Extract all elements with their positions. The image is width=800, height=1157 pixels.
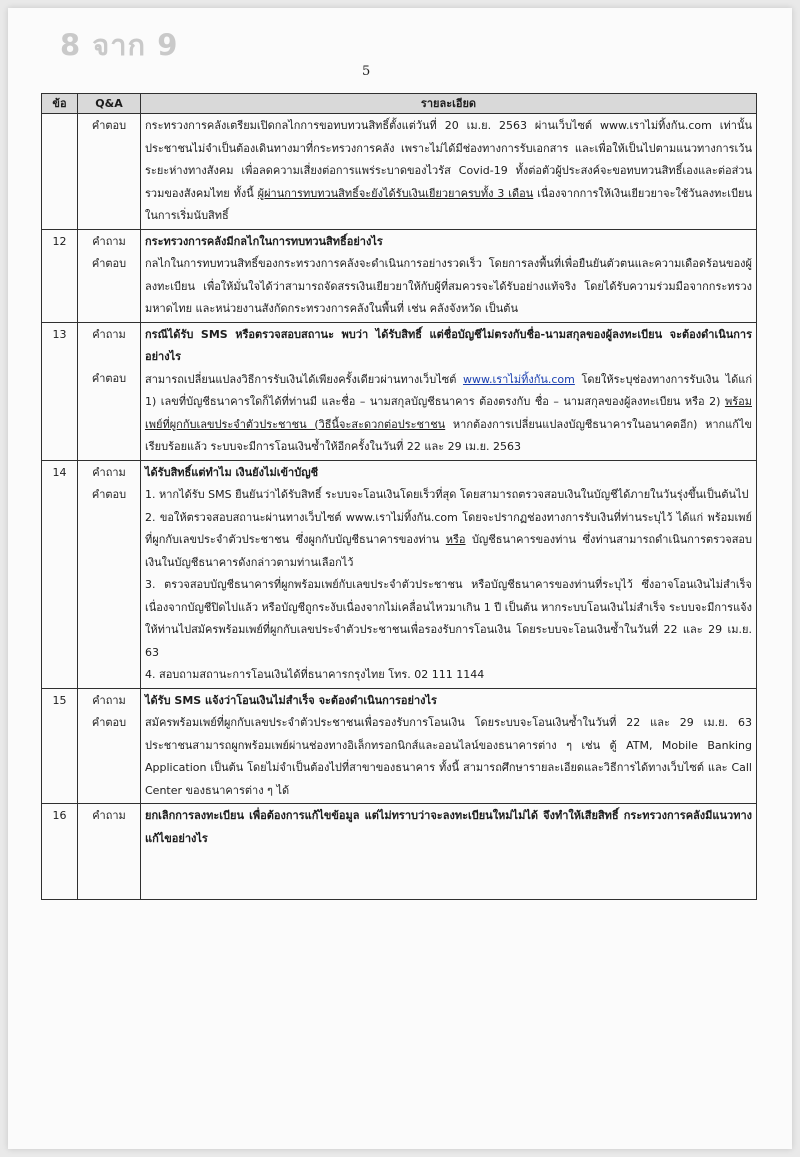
answer-point-1: 1. หากได้รับ SMS ยืนยันว่าได้รับสิทธิ์ ระบบจะโอนเงินโดยเร็วที่สุด โดยสามารถตรวจสอบเงินในบัญชีได้ภายในวันรุ่งขึ้นเป็นต้นไป	[145, 488, 749, 501]
table-row	[42, 688, 757, 804]
answer-point-4: 4. สอบถามสถานะการโอนเงินได้ที่ธนาคารกรุงไทย โทร. 02 111 1144	[145, 668, 485, 681]
answer-text-part: สามารถเปลี่ยนแปลงวิธีการรับเงินได้เพียงครั้งเดียวผ่านทางเว็บไซต์	[145, 372, 463, 386]
detail-cell	[141, 229, 757, 322]
column-header-qa: Q&A	[78, 94, 141, 114]
answer-text: กลไกในการทบทวนสิทธิ์ของกระทรวงการคลังจะดำเนินการอย่างรวดเร็ว โดยการลงพื้นที่เพื่อยืนยันตัวตนและความเดือดร้อนของผู้ลงทะเบียน เพื่อให้มั่นใจได้ว่าสามารถจัดสรรเงินเยียวยาให้กับผู้ที่สมควรจะได้รับอย่างแท้จริง โดยได้รับความร่วมมือจากกระทรวงมหาดไทย และหน่วยงานสังกัดกระทรวงการคลังในพื้นที่ เช่น คลังจังหวัด เป็นต้น	[145, 257, 752, 315]
table-row	[42, 460, 757, 688]
table-row	[42, 804, 757, 900]
website-link[interactable]: www.เราไม่ทิ้งกัน.com	[462, 372, 575, 386]
answer-label: คำตอบ	[91, 257, 127, 270]
answer-text-part: โดยให้ระบุช่องทางการรับเงิน ได้แก่ 1) เลขที่บัญชีธนาคารใดก็ได้ที่ท่านมี และชื่อ – นามสกุลบัญชีธนาคาร ต้องตรงกับ ชื่อ – นามสกุลของผู้ลงทะเบียน หรือ 2)	[145, 372, 752, 408]
question-text: กระทรวงการคลังมีกลไกในการทบทวนสิทธิ์อย่างไร	[145, 234, 383, 248]
answer-underlined-text: หรือ	[445, 533, 466, 546]
answer-underlined-text: พร้อมเพย์ที่ผูกกับเลขประจำตัวประชาชน (วิธีนี้จะสะดวกต่อประชาชน	[145, 395, 752, 431]
question-text: กรณีได้รับ SMS หรือตรวจสอบสถานะ พบว่า ได้รับสิทธิ์ แต่ชื่อบัญชีไม่ตรงกับชื่อ-นามสกุลของผู้ลงทะเบียน จะต้องดำเนินการอย่างไร	[145, 327, 752, 363]
answer-label: คำตอบ	[91, 488, 127, 501]
question-label: คำถาม	[92, 693, 126, 707]
qa-labels	[78, 322, 141, 460]
row-number: 14	[42, 460, 78, 688]
row-number: 13	[42, 322, 78, 460]
question-text: ได้รับ SMS แจ้งว่าโอนเงินไม่สำเร็จ จะต้องดำเนินการอย่างไร	[145, 693, 437, 707]
answer-text: เนื่องจากการให้เงินเยียวยาจะใช้วันลงทะเบียนในการเริ่มนับสิทธิ์	[145, 186, 753, 222]
answer-text-part: 2. ขอให้ตรวจสอบสถานะผ่านทางเว็บไซต์ www.เราไม่ทิ้งกัน.com โดยจะปรากฏช่องทางการรับเงินที่ท่านระบุไว้ ได้แก่ พร้อมเพย์ที่ผูกกับเลขประจำตัวประชาชน ซึ่งผูกกับบัญชีธนาคารของท่าน	[145, 510, 752, 546]
column-header-detail: รายละเอียด	[141, 94, 757, 114]
answer-label: คำตอบ	[91, 119, 127, 132]
answer-text	[145, 369, 752, 459]
answer-point-2	[145, 507, 752, 575]
qa-labels	[78, 229, 141, 322]
answer-point-3: 3. ตรวจสอบบัญชีธนาคารที่ผูกพร้อมเพย์กับเลขประจำตัวประชาชน หรือบัญชีธนาคารของท่านที่ระบุไว้ ซึ่งอาจโอนเงินไม่สำเร็จ เนื่องจากบัญชีปิดไปแล้ว หรือบัญชีถูกระงับเนื่องจากไม่เคลื่อนไหวมาเกิน 1 ปี เป็นต้น หากระบบโอนเงินไม่สำเร็จ ระบบจะมีการแจ้งให้ท่านไปสมัครพร้อมเพย์ที่ผูกกับเลขประจำตัวประชาชนเพื่อรองรับการโอนเงิน โดยระบบจะโอนเงินซ้ำในวันที่ 22 และ 29 เม.ย. 63	[145, 578, 752, 659]
row-number: 15	[42, 688, 78, 804]
question-text: ได้รับสิทธิ์แต่ทำไม เงินยังไม่เข้าบัญชี	[145, 465, 319, 479]
table-row	[42, 229, 757, 322]
question-text: ยกเลิกการลงทะเบียน เพื่อต้องการแก้ไขข้อมูล แต่ไม่ทราบว่าจะลงทะเบียนใหม่ไม่ได้ จึงทำให้เสียสิทธิ์ กระทรวงการคลังมีแนวทางแก้ไขอย่างไร	[145, 809, 752, 845]
detail-cell	[141, 460, 757, 688]
page-counter: 8 จาก 9	[60, 28, 179, 62]
answer-text: สมัครพร้อมเพย์ที่ผูกกับเลขประจำตัวประชาชนเพื่อรองรับการโอนเงิน โดยระบบจะโอนเงินซ้ำในวันที่ 22 และ 29 เม.ย. 63 ประชาชนสามารถผูกพร้อมเพย์ผ่านช่องทางอิเล็กทรอกนิกส์และออนไลน์ของธนาคารต่าง ๆ เช่น ตู้ ATM, Mobile Banking Application เป็นต้น โดยไม่จำเป็นต้องไปที่สาขาของธนาคาร ทั้งนี้ สามารถศึกษารายละเอียดและวิธีการได้ทางเว็บไซต์ และ Call Center ของธนาคารต่าง ๆ ได้	[145, 716, 752, 797]
answer-label: คำตอบ	[91, 372, 127, 385]
qa-labels	[78, 804, 141, 900]
question-label: คำถาม	[92, 809, 126, 822]
detail-cell	[141, 688, 757, 804]
answer-label: คำตอบ	[91, 716, 127, 729]
question-label: คำถาม	[92, 465, 126, 479]
row-number: 16	[42, 804, 78, 900]
answer-text-part: บัญชีธนาคารของท่าน ซึ่งท่านสามารถดำเนินการตรวจสอบเงินในบัญชีธนาคารดังกล่าวตามท่านเลือกไว้	[145, 533, 752, 569]
question-label: คำถาม	[92, 234, 126, 248]
answer-text: กระทรวงการคลังเตรียมเปิดกลไกการขอทบทวนสิทธิ์ตั้งแต่วันที่ 20 เม.ย. 2563 ผ่านเว็บไซต์ www.เราไม่ทิ้งกัน.com เท่านั้น ประชาชนไม่จำเป็นต้องเดินทางมาที่กระทรวงการคลัง เพราะไม่ได้มีช่องทางการรับเอกสาร และเพื่อให้เป็นไปตามแนวทางการเว้นระยะห่างทางสังคม เพื่อลดความเสี่ยงต่อการแพร่ระบาดของไวรัส Covid-19 ทั้งต่อตัวผู้ประสงค์จะขอทบทวนสิทธิ์เองและต่อส่วนรวมของสังคมไทย ทั้งนี้	[145, 119, 752, 200]
qa-labels	[78, 114, 141, 230]
detail-cell	[141, 322, 757, 460]
table-row	[42, 322, 757, 460]
empty-answer-area	[145, 850, 752, 898]
answer-underlined-text: ผู้ผ่านการทบทวนสิทธิ์จะยังได้รับเงินเยียวยาครบทั้ง 3 เดือน	[257, 186, 534, 200]
answer-text-part: หากต้องการเปลี่ยนแปลงบัญชีธนาคารในอนาคตอีก) หากแก้ไขเรียบร้อยแล้ว ระบบจะมีการโอนเงินซ้ำให้อีกครั้งในวันที่ 22 และ 29 เม.ย. 2563	[145, 417, 752, 453]
column-header-no: ข้อ	[42, 94, 78, 114]
row-number	[42, 114, 78, 230]
document-page	[8, 8, 792, 1149]
qa-labels	[78, 688, 141, 804]
detail-cell	[141, 804, 757, 900]
question-label: คำถาม	[92, 327, 126, 341]
row-number: 12	[42, 229, 78, 322]
detail-cell	[141, 114, 757, 230]
page-number: 5	[362, 64, 371, 79]
table-row	[42, 114, 757, 230]
table-header-row	[42, 94, 757, 114]
qa-table	[41, 93, 757, 900]
qa-labels	[78, 460, 141, 688]
